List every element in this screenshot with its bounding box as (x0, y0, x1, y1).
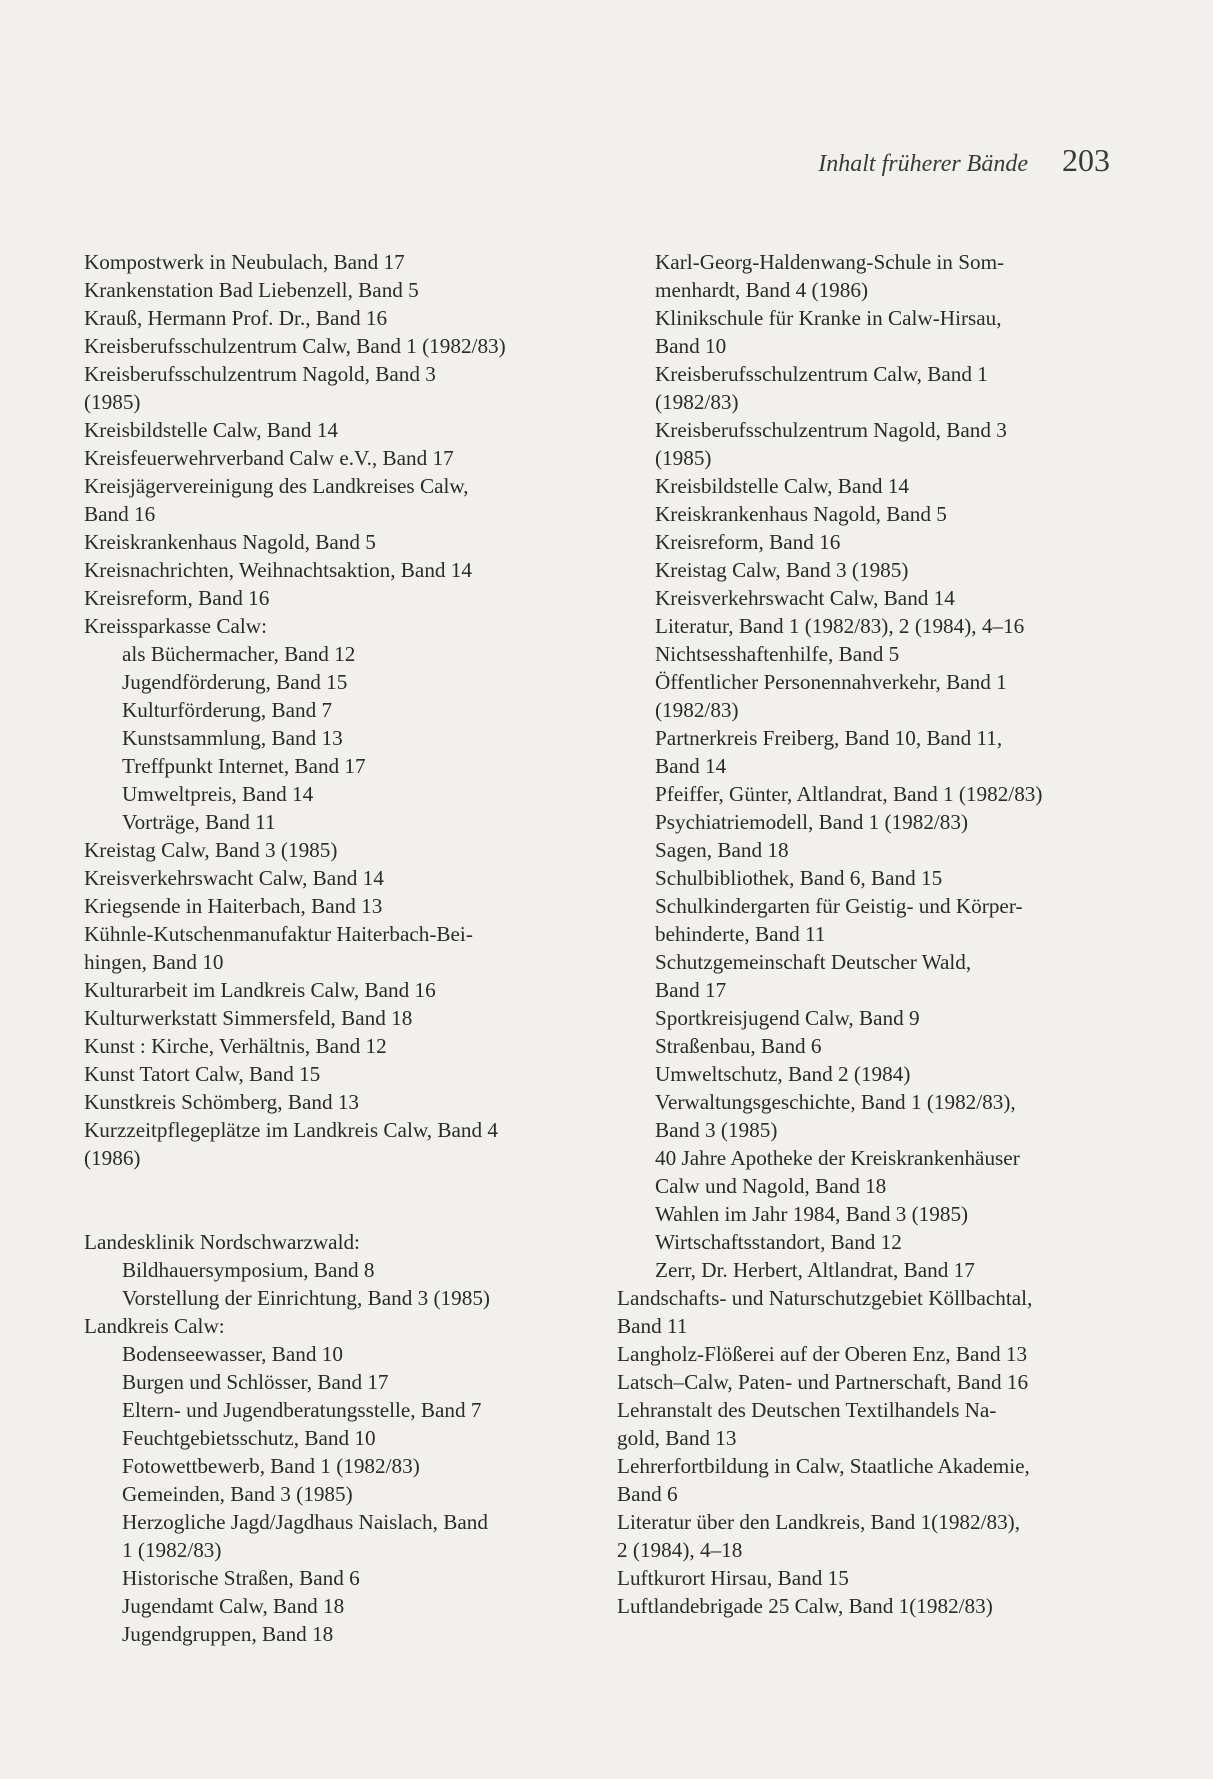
index-subentry: Kreisreform, Band 16 (655, 530, 841, 554)
index-subentry: Kreisberufsschulzentrum Nagold, Band 3 (655, 418, 1007, 442)
index-subentry: Öffentlicher Personennahverkehr, Band 1 (655, 670, 1007, 694)
index-subentry: Band 14 (655, 754, 727, 778)
index-entry: Krauß, Hermann Prof. Dr., Band 16 (84, 306, 388, 330)
index-entry: Kreissparkasse Calw: (84, 614, 267, 638)
index-entry: Lehranstalt des Deutschen Textilhandels Na- (617, 1398, 997, 1422)
index-entry: Kreistag Calw, Band 3 (1985) (84, 838, 338, 862)
page-header (818, 142, 1110, 179)
index-subentry: Karl-Georg-Haldenwang-Schule in Som- (655, 250, 1005, 274)
index-subentry: Jugendförderung, Band 15 (122, 670, 348, 694)
index-entry: Kreisfeuerwehrverband Calw e.V., Band 17 (84, 446, 454, 470)
index-subentry: Literatur, Band 1 (1982/83), 2 (1984), 4–16 (655, 614, 1025, 638)
index-subentry: Umweltschutz, Band 2 (1984) (655, 1062, 911, 1086)
index-entry: Kreiskrankenhaus Nagold, Band 5 (84, 530, 376, 554)
index-entry: Luftkurort Hirsau, Band 15 (617, 1566, 849, 1590)
index-subentry: Eltern- und Jugendberatungsstelle, Band 7 (122, 1398, 482, 1422)
index-subentry: Burgen und Schlösser, Band 17 (122, 1370, 389, 1394)
index-subentry: Vorträge, Band 11 (122, 810, 276, 834)
index-subentry: (1985) (655, 446, 712, 470)
index-entry: Landschafts- und Naturschutzgebiet Köllbachtal, (617, 1286, 1033, 1310)
index-subentry: Band 3 (1985) (655, 1118, 778, 1142)
index-subentry: Kreisberufsschulzentrum Calw, Band 1 (655, 362, 988, 386)
index-subentry: Feuchtgebietsschutz, Band 10 (122, 1426, 376, 1450)
index-subentry: als Büchermacher, Band 12 (122, 642, 356, 666)
index-entry: Lehrerfortbildung in Calw, Staatliche Akademie, (617, 1454, 1030, 1478)
index-subentry: Gemeinden, Band 3 (1985) (122, 1482, 353, 1506)
index-subentry: Fotowettbewerb, Band 1 (1982/83) (122, 1454, 420, 1478)
index-subentry: Jugendamt Calw, Band 18 (122, 1594, 345, 1618)
index-entry: 2 (1984), 4–18 (617, 1538, 743, 1562)
index-subentry: Bildhauersymposium, Band 8 (122, 1258, 375, 1282)
index-subentry: Band 10 (655, 334, 727, 358)
index-entry: Kreisnachrichten, Weihnachtsaktion, Band 14 (84, 558, 472, 582)
index-subentry: Band 17 (655, 978, 727, 1002)
index-subentry: Umweltpreis, Band 14 (122, 782, 314, 806)
index-entry: gold, Band 13 (617, 1426, 737, 1450)
index-entry: Kreisberufsschulzentrum Calw, Band 1 (1982/83) (84, 334, 506, 358)
index-subentry: Bodenseewasser, Band 10 (122, 1342, 343, 1366)
index-subentry: Kreisbildstelle Calw, Band 14 (655, 474, 910, 498)
index-subentry: Calw und Nagold, Band 18 (655, 1174, 887, 1198)
index-subentry: Partnerkreis Freiberg, Band 10, Band 11, (655, 726, 1003, 750)
index-subentry: Schutzgemeinschaft Deutscher Wald, (655, 950, 972, 974)
section-spacer (84, 1172, 604, 1228)
index-subentry: Jugendgruppen, Band 18 (122, 1622, 334, 1646)
index-subentry: (1982/83) (655, 390, 739, 414)
index-entry: (1986) (84, 1146, 141, 1170)
index-entry: Luftlandebrigade 25 Calw, Band 1(1982/83) (617, 1594, 993, 1618)
index-entry: Landesklinik Nordschwarzwald: (84, 1230, 360, 1254)
index-subentry: Psychiatriemodell, Band 1 (1982/83) (655, 810, 969, 834)
index-subentry: Wirtschaftsstandort, Band 12 (655, 1230, 902, 1254)
index-entry: Kreisreform, Band 16 (84, 586, 270, 610)
index-subentry: Klinikschule für Kranke in Calw-Hirsau, (655, 306, 1002, 330)
index-subentry: Kulturförderung, Band 7 (122, 698, 333, 722)
index-entry: Kreisbildstelle Calw, Band 14 (84, 418, 339, 442)
index-entry: hingen, Band 10 (84, 950, 224, 974)
index-subentry: behinderte, Band 11 (655, 922, 826, 946)
index-subentry: Sagen, Band 18 (655, 838, 789, 862)
index-column-left (84, 248, 604, 1648)
index-entry: Band 16 (84, 502, 156, 526)
index-subentry: Treffpunkt Internet, Band 17 (122, 754, 366, 778)
index-subentry: 1 (1982/83) (122, 1538, 222, 1562)
running-header-title: Inhalt früherer Bände (818, 151, 1028, 177)
index-entry: Krankenstation Bad Liebenzell, Band 5 (84, 278, 419, 302)
index-subentry: menhardt, Band 4 (1986) (655, 278, 869, 302)
index-subentry: (1982/83) (655, 698, 739, 722)
index-subentry: Kreistag Calw, Band 3 (1985) (655, 558, 909, 582)
index-entry: Kreisjägervereinigung des Landkreises Calw, (84, 474, 469, 498)
index-subentry: Schulkindergarten für Geistig- und Körper- (655, 894, 1023, 918)
index-subentry: Wahlen im Jahr 1984, Band 3 (1985) (655, 1202, 969, 1226)
index-entry: Band 6 (617, 1482, 678, 1506)
index-entry: Kunstkreis Schömberg, Band 13 (84, 1090, 360, 1114)
index-subentry: Nichtsesshaftenhilfe, Band 5 (655, 642, 900, 666)
index-entry: Kompostwerk in Neubulach, Band 17 (84, 250, 405, 274)
index-entry: Band 11 (617, 1314, 688, 1338)
index-subentry: Straßenbau, Band 6 (655, 1034, 822, 1058)
index-subentry: Herzogliche Jagd/Jagdhaus Naislach, Band (122, 1510, 488, 1534)
index-entry: Latsch–Calw, Paten- und Partnerschaft, Band 16 (617, 1370, 1029, 1394)
index-subentry: Historische Straßen, Band 6 (122, 1566, 360, 1590)
index-subentry: Pfeiffer, Günter, Altlandrat, Band 1 (1982/83) (655, 782, 1043, 806)
index-entry: Kunst : Kirche, Verhältnis, Band 12 (84, 1034, 387, 1058)
index-subentry: 40 Jahre Apotheke der Kreiskrankenhäuser (655, 1146, 1020, 1170)
index-entry: Kreisberufsschulzentrum Nagold, Band 3 (84, 362, 436, 386)
index-entry: Literatur über den Landkreis, Band 1(1982/83), (617, 1510, 1021, 1534)
index-entry: (1985) (84, 390, 141, 414)
index-entry: Kulturwerkstatt Simmersfeld, Band 18 (84, 1006, 413, 1030)
index-entry: Langholz-Flößerei auf der Oberen Enz, Band 13 (617, 1342, 1028, 1366)
index-subentry: Kreiskrankenhaus Nagold, Band 5 (655, 502, 947, 526)
index-entry: Kriegsende in Haiterbach, Band 13 (84, 894, 383, 918)
index-entry: Kunst Tatort Calw, Band 15 (84, 1062, 321, 1086)
index-entry: Landkreis Calw: (84, 1314, 225, 1338)
index-column-right (617, 248, 1122, 1620)
index-entry: Kühnle-Kutschenmanufaktur Haiterbach-Bei- (84, 922, 473, 946)
page-number: 203 (1062, 142, 1110, 178)
index-subentry: Zerr, Dr. Herbert, Altlandrat, Band 17 (655, 1258, 975, 1282)
index-subentry: Kreisverkehrswacht Calw, Band 14 (655, 586, 955, 610)
index-subentry: Verwaltungsgeschichte, Band 1 (1982/83), (655, 1090, 1016, 1114)
index-entry: Kulturarbeit im Landkreis Calw, Band 16 (84, 978, 436, 1002)
index-entry: Kurzzeitpflegeplätze im Landkreis Calw, Band 4 (84, 1118, 498, 1142)
index-subentry: Kunstsammlung, Band 13 (122, 726, 343, 750)
index-entry: Kreisverkehrswacht Calw, Band 14 (84, 866, 384, 890)
index-subentry: Schulbibliothek, Band 6, Band 15 (655, 866, 943, 890)
index-subentry: Sportkreisjugend Calw, Band 9 (655, 1006, 920, 1030)
index-subentry: Vorstellung der Einrichtung, Band 3 (1985) (122, 1286, 490, 1310)
